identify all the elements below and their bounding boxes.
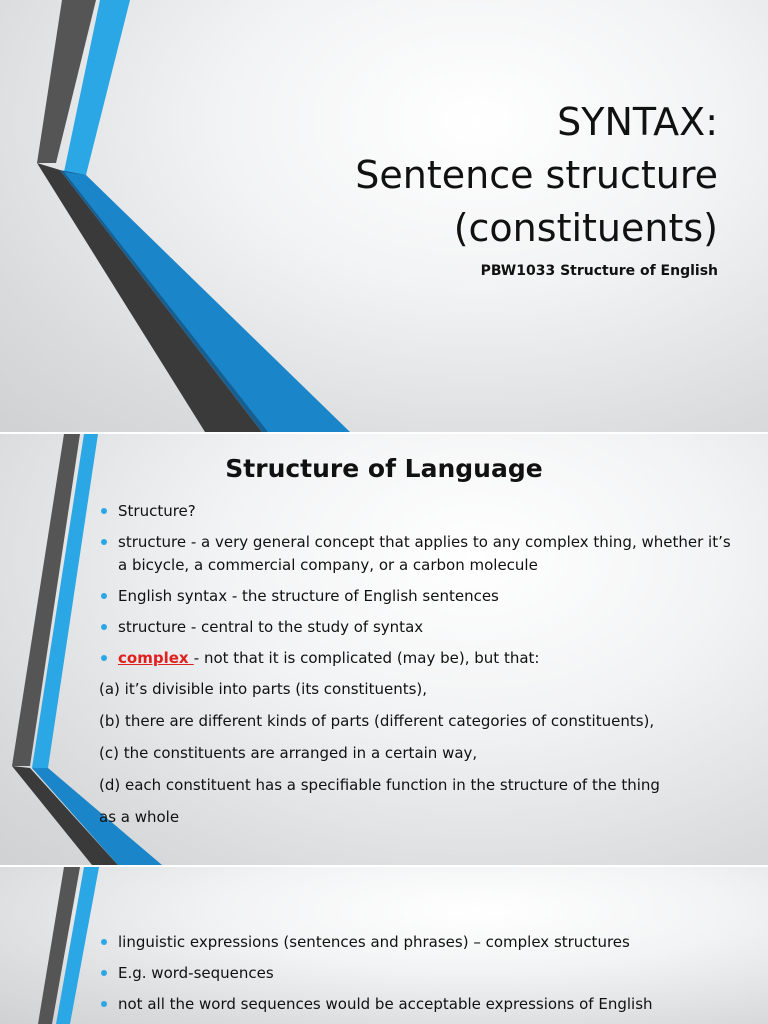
complex-highlight: complex	[118, 649, 194, 667]
bullet-item: structure - a very general concept that applies to any complex thing, whether it’s a bicycle, a commercial company, or a carbon molecule	[99, 531, 738, 577]
title-slide	[0, 0, 768, 432]
title-line-3: (constituents)	[453, 206, 718, 250]
bullet-item: English syntax - the structure of English sentences	[99, 585, 738, 608]
list-item: as a whole	[99, 808, 180, 826]
slide-content	[99, 931, 738, 1024]
slide-content	[99, 500, 738, 838]
structure-of-language-slide	[0, 434, 768, 865]
complex-bullet	[99, 647, 738, 670]
bullet-item: structure - central to the study of syntax	[99, 616, 738, 639]
list-item: (b) there are different kinds of parts (different categories of constituents),	[99, 712, 655, 730]
title-line-1: SYNTAX:	[557, 100, 718, 144]
expressions-slide	[0, 867, 768, 1024]
bullet-item: E.g. word-sequences	[99, 962, 738, 985]
list-item: (a) it’s divisible into parts (its constituents),	[99, 680, 428, 698]
bullet-item: not all the word sequences would be acceptable expressions of English	[99, 993, 738, 1016]
slide-heading: Structure of Language	[225, 454, 543, 483]
list-item: (d) each constituent has a specifiable function in the structure of the thing	[99, 776, 660, 794]
title-block	[158, 96, 718, 279]
complex-rest: - not that it is complicated (may be), but that:	[193, 649, 540, 667]
bullet-item: linguistic expressions (sentences and phrases) – complex structures	[99, 931, 738, 954]
subtitle: PBW1033 Structure of English	[480, 263, 718, 279]
list-item: (c) the constituents are arranged in a certain way,	[99, 744, 478, 762]
title-line-2: Sentence structure	[355, 153, 718, 197]
bullet-item: Structure?	[99, 500, 738, 523]
